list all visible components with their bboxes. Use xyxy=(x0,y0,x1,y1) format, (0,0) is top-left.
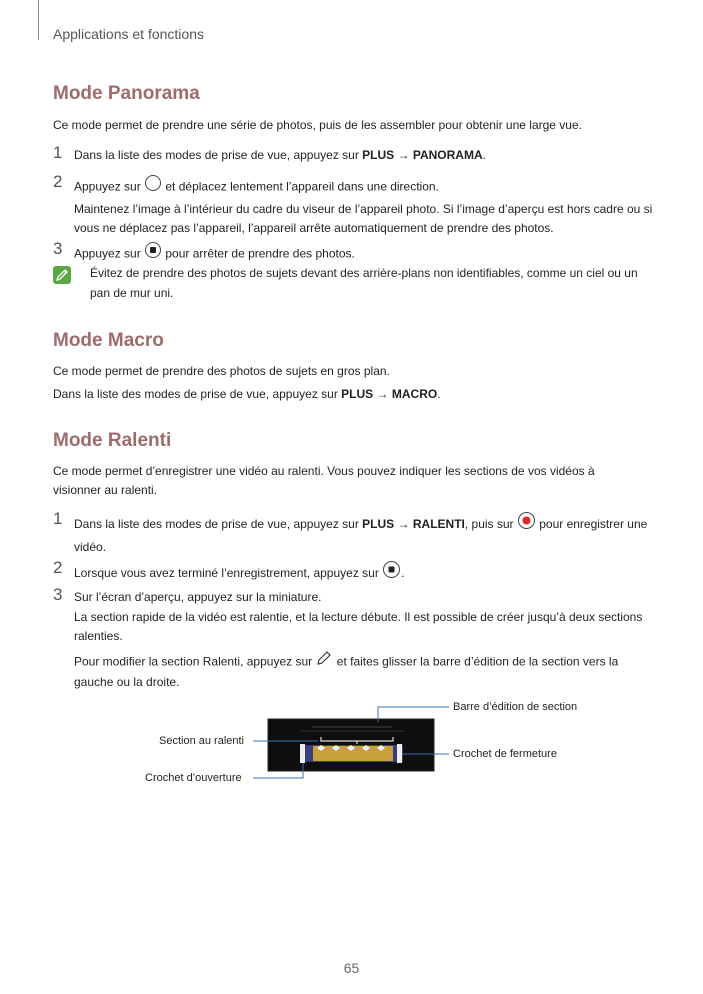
step-number: 3 xyxy=(53,239,63,258)
note-icon xyxy=(53,266,71,284)
step-number: 2 xyxy=(53,558,63,577)
panorama-step-1: 1 Dans la liste des modes de prise de vue, appuyez sur PLUS → PANORAMA. xyxy=(53,143,486,162)
label-slow-section: Section au ralenti xyxy=(159,735,244,747)
record-button-icon xyxy=(517,511,536,537)
ralenti-step-1: 1 Dans la liste des modes de prise de vue, appuyez sur PLUS → RALENTI, puis sur pour enregistrer une vidéo. xyxy=(53,509,648,554)
label-close-bracket: Crochet de fermeture xyxy=(453,748,557,760)
stop-button-icon xyxy=(382,560,401,586)
heading-macro: Mode Macro xyxy=(53,330,164,351)
page-number: 65 xyxy=(343,960,360,976)
step-number: 3 xyxy=(53,585,63,604)
stop-button-icon xyxy=(144,241,162,266)
slow-section-marks xyxy=(317,745,385,751)
shutter-button-icon xyxy=(144,174,162,199)
video-preview-frame xyxy=(268,719,434,771)
edit-pencil-icon xyxy=(315,650,333,673)
label-open-bracket: Crochet d’ouverture xyxy=(145,772,242,784)
heading-ralenti: Mode Ralenti xyxy=(53,430,172,451)
thumbnail-strip xyxy=(301,745,403,762)
macro-line-2: Dans la liste des modes de prise de vue, appuyez sur PLUS → MACRO. xyxy=(53,387,441,401)
running-header: Applications et fonctions xyxy=(53,26,204,42)
note-text: Évitez de prendre des photos de sujets devant des arrière-plans non identifiables, comme un ciel ou un pan de mur uni. xyxy=(90,266,638,300)
label-edit-bar: Barre d’édition de section xyxy=(453,701,578,713)
bracket-handles xyxy=(300,744,402,763)
callout-lines xyxy=(253,707,449,778)
panorama-step-3: 3 Appuyez sur pour arrêter de prendre des photos. xyxy=(53,242,653,267)
ralenti-step-3: 3 Sur l’écran d’aperçu, appuyez sur la miniature. La section rapide de la vidéo est ralentie, et la lecture débute. Il est possible de créer jusqu’à deux sections ralenties. Pour modifier la section Ralenti, appuyez sur et faites glisser la barre d’édition de la section vers la gauche ou la droite. xyxy=(53,585,643,689)
step-number: 1 xyxy=(53,143,63,162)
heading-panorama: Mode Panorama xyxy=(53,83,200,104)
panorama-note xyxy=(53,264,653,303)
panorama-step-2: 2 Appuyez sur et déplacez lentement l’appareil dans une direction. Maintenez l’image à l’intérieur du cadre du viseur de l’appareil photo. Si l’image d’aperçu est hors cadre ou si vous ne déplacez pas l’appareil, l’appareil arrête automatiquement de prendre des photos. xyxy=(53,172,653,235)
panorama-intro: Ce mode permet de prendre une série de photos, puis de les assembler pour obtenir une large vue. xyxy=(53,118,582,132)
header-rule xyxy=(38,0,39,40)
edit-bar-bracket xyxy=(321,737,393,744)
step-number: 1 xyxy=(53,509,63,528)
ralenti-intro: Ce mode permet d’enregistrer une vidéo au ralenti. Vous pouvez indiquer les sections de vos vidéos à visionner au ralenti. xyxy=(53,464,595,497)
macro-line-1: Ce mode permet de prendre des photos de sujets en gros plan. xyxy=(53,364,390,378)
step-number: 2 xyxy=(53,172,63,191)
ralenti-step-2: 2 Lorsque vous avez terminé l’enregistrement, appuyez sur . xyxy=(53,561,653,587)
